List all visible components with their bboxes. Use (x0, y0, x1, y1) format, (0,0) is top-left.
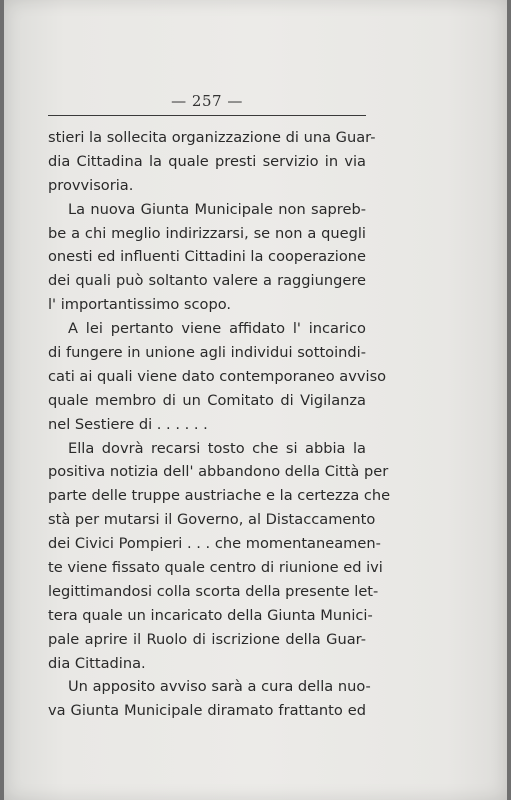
text-line: be a chi meglio indirizzarsi, se non a quegli (48, 224, 366, 242)
page-header (48, 88, 366, 118)
text-line: dei Civici Pompieri . . . che momentaneamen- (48, 535, 381, 553)
text-line: dei quali può soltanto valere a raggiungere (48, 272, 366, 290)
page-number: — 257 — (171, 92, 243, 110)
text-line: provvisoria. (48, 176, 134, 194)
header-rule (48, 115, 366, 116)
text-line: positiva notizia dell' abbandono della Città per (48, 463, 389, 481)
text-line: Ella dovrà recarsi tosto che si abbia la (68, 439, 366, 457)
text-line: onesti ed influenti Cittadini la cooperazione (48, 248, 366, 266)
text-line: A lei pertanto viene affidato l' incarico (68, 320, 366, 338)
book-page (4, 0, 507, 800)
text-line: tera quale un incaricato della Giunta Munici- (48, 606, 373, 624)
body-text (48, 126, 391, 723)
text-line: va Giunta Municipale diramato frattanto ed (48, 702, 366, 720)
text-line: legittimandosi colla scorta della presente let- (48, 582, 379, 600)
text-line: cati ai quali viene dato contemporaneo avviso (48, 367, 387, 385)
text-line: parte delle truppe austriache e la certezza che (48, 487, 391, 505)
text-line: La nuova Giunta Municipale non sapreb- (68, 200, 366, 218)
text-line: l' importantissimo scopo. (48, 296, 232, 314)
text-line: dia Cittadina. (48, 654, 146, 672)
text-line: Un apposito avviso sarà a cura della nuo- (68, 678, 371, 696)
text-line: nel Sestiere di . . . . . . (48, 415, 208, 433)
text-line: stà per mutarsi il Governo, al Distaccamento (48, 511, 376, 529)
text-line: te viene fissato quale centro di riunione ed ivi (48, 559, 383, 577)
text-line: quale membro di un Comitato di Vigilanza (48, 391, 366, 409)
text-line: dia Cittadina la quale presti servizio in via (48, 152, 366, 170)
text-line: pale aprire il Ruolo di iscrizione della Guar- (48, 630, 366, 648)
text-line: di fungere in unione agli individui sottoindi- (48, 344, 366, 362)
text-line: stieri la sollecita organizzazione di una Guar- (48, 129, 376, 146)
